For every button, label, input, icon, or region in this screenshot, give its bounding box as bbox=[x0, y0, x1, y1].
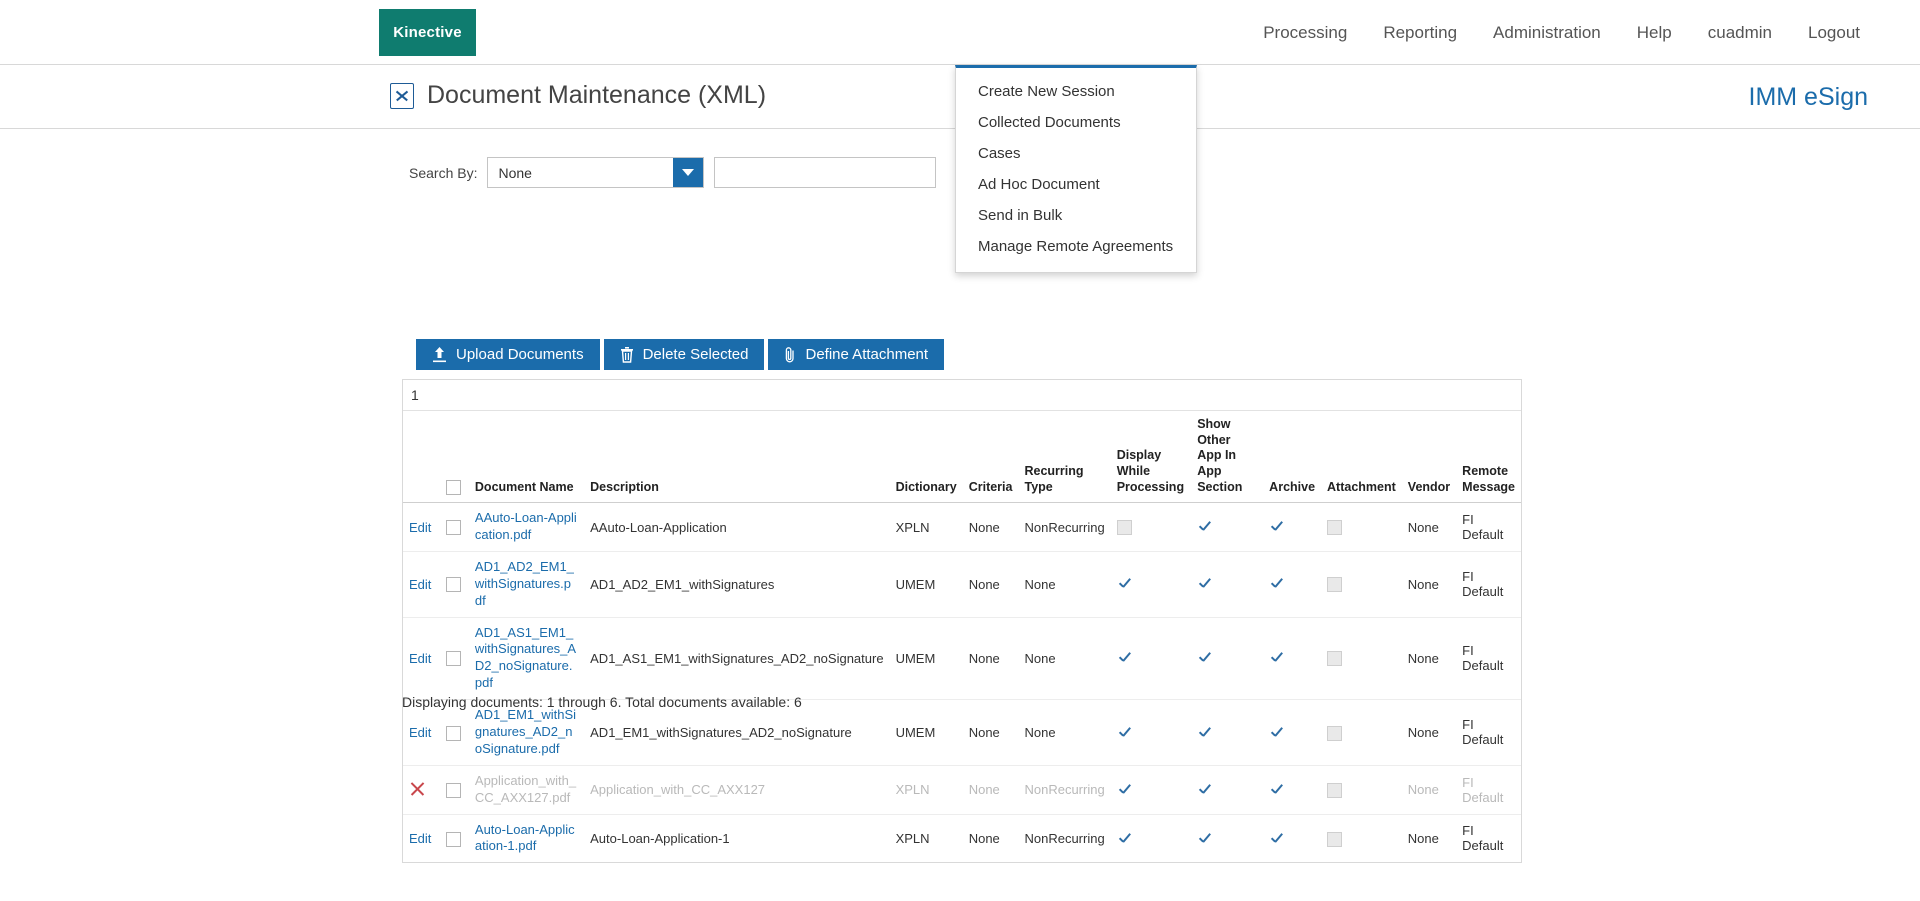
th-archive[interactable]: Archive bbox=[1263, 411, 1321, 503]
cell-archive[interactable] bbox=[1263, 765, 1321, 814]
cell-remote-message: FI Default bbox=[1456, 617, 1521, 700]
attachment-checkbox[interactable] bbox=[1327, 651, 1342, 666]
table-body bbox=[403, 503, 1521, 863]
row-select-checkbox[interactable] bbox=[446, 520, 461, 535]
cell-criteria: None bbox=[963, 503, 1019, 552]
cell-recurring-type: None bbox=[1018, 617, 1110, 700]
cell-recurring-type: None bbox=[1018, 551, 1110, 617]
attachment-checkbox[interactable] bbox=[1327, 520, 1342, 535]
nav-item-logout[interactable]: Logout bbox=[1808, 23, 1860, 42]
cell-archive[interactable] bbox=[1263, 551, 1321, 617]
archive-checked-icon[interactable] bbox=[1269, 832, 1284, 847]
menu-item-ad-hoc-document[interactable]: Ad Hoc Document bbox=[978, 176, 1100, 193]
cell-remote-message: FI Default bbox=[1456, 765, 1521, 814]
cell-remote-message: FI Default bbox=[1462, 823, 1504, 854]
row-select-checkbox[interactable] bbox=[446, 726, 461, 741]
cell-vendor: None bbox=[1402, 503, 1456, 552]
th-attachment[interactable]: Attachment bbox=[1321, 411, 1402, 503]
table-row[interactable] bbox=[403, 617, 1521, 700]
nav-item-user[interactable]: cuadmin bbox=[1707, 23, 1772, 42]
cell-display-while-processing[interactable] bbox=[1111, 551, 1192, 617]
cell-description: AD1_AD2_EM1_withSignatures bbox=[584, 551, 889, 617]
results-status-text: Displaying documents: 1 through 6. Total documents available: 6 bbox=[402, 694, 802, 710]
cell-select[interactable] bbox=[440, 551, 469, 617]
table-header bbox=[403, 411, 1521, 503]
cell-attachment[interactable] bbox=[1321, 765, 1402, 814]
cell-select[interactable] bbox=[440, 503, 469, 552]
row-select-checkbox[interactable] bbox=[446, 832, 461, 847]
cell-description: Auto-Loan-Application-1 bbox=[590, 830, 730, 846]
cell-archive[interactable] bbox=[1263, 617, 1321, 700]
search-by-selected-value: None bbox=[498, 164, 532, 181]
cell-attachment[interactable] bbox=[1321, 814, 1402, 862]
page-title: Document Maintenance (XML) bbox=[427, 81, 767, 109]
search-controls bbox=[409, 157, 936, 188]
cancel-edit-icon[interactable] bbox=[409, 780, 426, 797]
nav-item-help[interactable]: Help bbox=[1636, 23, 1672, 42]
attachment-checkbox[interactable] bbox=[1327, 726, 1342, 741]
define-attachment-label: Define Attachment bbox=[805, 346, 929, 363]
show-other-app-checked-icon[interactable] bbox=[1197, 783, 1212, 798]
cell-edit[interactable] bbox=[403, 814, 440, 862]
trash-icon bbox=[620, 346, 634, 363]
cell-show-other-app[interactable] bbox=[1191, 551, 1263, 617]
cell-archive[interactable] bbox=[1263, 814, 1321, 862]
cell-description: Application_with_CC_AXX127 bbox=[584, 765, 889, 814]
cell-show-other-app[interactable] bbox=[1191, 503, 1263, 552]
nav-item-processing[interactable]: Processing bbox=[1263, 23, 1348, 42]
show-other-app-checked-icon[interactable] bbox=[1197, 520, 1212, 535]
table-row[interactable] bbox=[403, 551, 1521, 617]
cell-attachment[interactable] bbox=[1321, 551, 1402, 617]
cell-archive[interactable] bbox=[1263, 700, 1321, 766]
menu-item-manage-remote-agreements[interactable]: Manage Remote Agreements bbox=[978, 238, 1174, 255]
cell-document-name[interactable] bbox=[469, 617, 584, 700]
th-description[interactable]: Description bbox=[584, 411, 889, 503]
cell-criteria: None bbox=[963, 551, 1019, 617]
cell-remote-message: FI Default bbox=[1456, 551, 1521, 617]
main-navigation bbox=[1245, 0, 1878, 65]
cell-vendor: None bbox=[1402, 700, 1456, 766]
documents-table bbox=[403, 411, 1521, 862]
cell-edit[interactable] bbox=[403, 503, 440, 552]
delete-selected-button[interactable] bbox=[604, 339, 765, 370]
edit-link[interactable]: Edit bbox=[409, 576, 432, 592]
document-name-link[interactable]: AD1_EM1_withSignatures_AD2_noSignature.pdf bbox=[474, 707, 577, 756]
cell-vendor: None bbox=[1402, 765, 1456, 814]
cell-show-other-app[interactable] bbox=[1191, 617, 1263, 700]
archive-checked-icon[interactable] bbox=[1269, 783, 1284, 798]
cell-criteria: None bbox=[963, 700, 1019, 766]
search-by-label: Search By: bbox=[409, 164, 478, 181]
documents-table-container bbox=[402, 379, 1522, 863]
th-edit bbox=[403, 411, 440, 503]
display-while-processing-checked-icon[interactable] bbox=[1117, 651, 1132, 666]
page-indicator[interactable]: 1 bbox=[403, 380, 1521, 411]
cell-attachment[interactable] bbox=[1321, 617, 1402, 700]
page-title-group bbox=[390, 81, 766, 110]
cell-attachment[interactable] bbox=[1321, 503, 1402, 552]
define-attachment-button[interactable] bbox=[768, 339, 944, 370]
table-row[interactable] bbox=[403, 503, 1521, 552]
attachment-checkbox[interactable] bbox=[1327, 832, 1342, 847]
th-dictionary[interactable]: Dictionary bbox=[890, 411, 963, 503]
th-document-name[interactable]: Document Name bbox=[469, 411, 584, 503]
cell-recurring-type: NonRecurring bbox=[1024, 830, 1105, 846]
table-row[interactable] bbox=[403, 814, 1521, 862]
cell-document-name[interactable] bbox=[469, 765, 584, 814]
search-by-select[interactable] bbox=[487, 157, 704, 188]
th-show-other-app[interactable]: Show Other App In App Section bbox=[1191, 411, 1263, 503]
table-header-row bbox=[403, 411, 1521, 503]
show-other-app-checked-icon[interactable] bbox=[1197, 832, 1212, 847]
menu-item-send-in-bulk[interactable]: Send in Bulk bbox=[978, 207, 1063, 224]
th-remote-message[interactable]: Remote Message bbox=[1456, 411, 1521, 503]
search-input[interactable] bbox=[714, 157, 936, 188]
cell-archive[interactable] bbox=[1263, 503, 1321, 552]
document-name-link[interactable]: Auto-Loan-Application-1.pdf bbox=[474, 821, 575, 854]
cell-edit[interactable] bbox=[403, 551, 440, 617]
cell-display-while-processing[interactable] bbox=[1111, 700, 1192, 766]
display-while-processing-checked-icon[interactable] bbox=[1117, 832, 1132, 847]
action-toolbar bbox=[416, 339, 944, 370]
edit-link[interactable]: Edit bbox=[409, 519, 432, 535]
archive-checked-icon[interactable] bbox=[1269, 651, 1284, 666]
cell-display-while-processing[interactable] bbox=[1111, 765, 1192, 814]
archive-checked-icon[interactable] bbox=[1269, 520, 1284, 535]
th-recurring-type[interactable]: Recurring Type bbox=[1018, 411, 1110, 503]
cell-select[interactable] bbox=[440, 765, 469, 814]
show-other-app-checked-icon[interactable] bbox=[1197, 726, 1212, 741]
cell-vendor: None bbox=[1402, 551, 1456, 617]
cell-show-other-app[interactable] bbox=[1191, 700, 1263, 766]
select-all-checkbox[interactable] bbox=[446, 480, 461, 495]
attachment-checkbox[interactable] bbox=[1327, 577, 1342, 592]
cell-attachment[interactable] bbox=[1321, 700, 1402, 766]
menu-item-collected-documents[interactable]: Collected Documents bbox=[978, 114, 1121, 131]
document-name-link[interactable]: AD1_AS1_EM1_withSignatures_AD2_noSignature.pdf bbox=[474, 624, 577, 691]
cell-remote-message: FI Default bbox=[1456, 700, 1521, 766]
cell-vendor: None bbox=[1407, 830, 1439, 846]
document-name-link[interactable]: AD1_AD2_EM1_withSignatures.pdf bbox=[474, 558, 574, 608]
nav-item-administration[interactable]: Administration bbox=[1493, 23, 1601, 42]
cell-dictionary: UMEM bbox=[890, 700, 963, 766]
menu-item-cases[interactable]: Cases bbox=[978, 145, 1021, 162]
edit-link[interactable]: Edit bbox=[409, 650, 432, 666]
table-row[interactable] bbox=[403, 765, 1521, 814]
th-display-while-processing[interactable]: Display While Processing bbox=[1111, 411, 1192, 503]
paperclip-icon bbox=[784, 346, 796, 364]
cell-recurring-type: NonRecurring bbox=[1018, 503, 1110, 552]
cell-display-while-processing[interactable] bbox=[1111, 503, 1192, 552]
upload-icon bbox=[432, 346, 447, 363]
cell-dictionary: XPLN bbox=[890, 765, 963, 814]
delete-selected-label: Delete Selected bbox=[642, 346, 749, 363]
edit-link[interactable]: Edit bbox=[409, 724, 432, 740]
display-while-processing-checked-icon[interactable] bbox=[1117, 726, 1132, 741]
cell-remote-message: FI Default bbox=[1456, 503, 1521, 552]
top-bar bbox=[0, 0, 1920, 65]
cell-show-other-app[interactable] bbox=[1191, 765, 1263, 814]
chevron-down-icon[interactable] bbox=[673, 158, 703, 187]
archive-checked-icon[interactable] bbox=[1269, 726, 1284, 741]
cell-dictionary: XPLN bbox=[895, 830, 930, 846]
processing-dropdown-menu[interactable] bbox=[955, 65, 1197, 273]
show-other-app-checked-icon[interactable] bbox=[1197, 651, 1212, 666]
cell-vendor: None bbox=[1402, 617, 1456, 700]
cell-document-name[interactable] bbox=[469, 551, 584, 617]
display-while-processing-checked-icon[interactable] bbox=[1117, 577, 1132, 592]
row-select-checkbox[interactable] bbox=[446, 577, 461, 592]
cell-description: AAuto-Loan-Application bbox=[584, 503, 889, 552]
upload-documents-button[interactable] bbox=[416, 339, 600, 370]
th-select-all bbox=[440, 411, 469, 503]
archive-checked-icon[interactable] bbox=[1269, 577, 1284, 592]
document-name-link[interactable]: AAuto-Loan-Application.pdf bbox=[474, 510, 577, 543]
cell-document-name[interactable] bbox=[469, 814, 584, 862]
cell-select[interactable] bbox=[440, 814, 469, 862]
show-other-app-checked-icon[interactable] bbox=[1197, 577, 1212, 592]
document-name-link[interactable]: Application_with_CC_AXX127.pdf bbox=[474, 772, 577, 805]
xml-document-icon bbox=[390, 83, 414, 109]
cell-dictionary: UMEM bbox=[890, 551, 963, 617]
cell-recurring-type: None bbox=[1018, 700, 1110, 766]
row-select-checkbox[interactable] bbox=[446, 651, 461, 666]
cell-description: AD1_AS1_EM1_withSignatures_AD2_noSignature bbox=[584, 617, 889, 700]
cell-edit[interactable] bbox=[403, 765, 440, 814]
cell-dictionary: XPLN bbox=[890, 503, 963, 552]
app-logo[interactable]: Kinective bbox=[379, 9, 476, 56]
display-while-processing-checked-icon[interactable] bbox=[1117, 783, 1132, 798]
cell-show-other-app[interactable] bbox=[1191, 814, 1263, 862]
product-brand-label: IMM eSign bbox=[1748, 83, 1868, 111]
cell-edit[interactable] bbox=[403, 617, 440, 700]
cell-criteria: None bbox=[963, 617, 1019, 700]
cell-criteria: None bbox=[963, 765, 1019, 814]
upload-documents-label: Upload Documents bbox=[456, 346, 584, 363]
cell-document-name[interactable] bbox=[469, 503, 584, 552]
cell-select[interactable] bbox=[440, 617, 469, 700]
cell-dictionary: UMEM bbox=[890, 617, 963, 700]
display-while-processing-checkbox[interactable] bbox=[1117, 520, 1132, 535]
th-criteria[interactable]: Criteria bbox=[963, 411, 1019, 503]
cell-display-while-processing[interactable] bbox=[1111, 617, 1192, 700]
th-vendor[interactable]: Vendor bbox=[1402, 411, 1456, 503]
edit-link[interactable]: Edit bbox=[409, 830, 432, 846]
menu-item-create-new-session[interactable]: Create New Session bbox=[978, 83, 1115, 100]
cell-display-while-processing[interactable] bbox=[1111, 814, 1192, 862]
cell-recurring-type: NonRecurring bbox=[1018, 765, 1110, 814]
attachment-checkbox[interactable] bbox=[1327, 783, 1342, 798]
cell-description: AD1_EM1_withSignatures_AD2_noSignature bbox=[584, 700, 889, 766]
cell-criteria: None bbox=[968, 830, 1000, 846]
row-select-checkbox[interactable] bbox=[446, 783, 461, 798]
nav-item-reporting[interactable]: Reporting bbox=[1383, 23, 1458, 42]
